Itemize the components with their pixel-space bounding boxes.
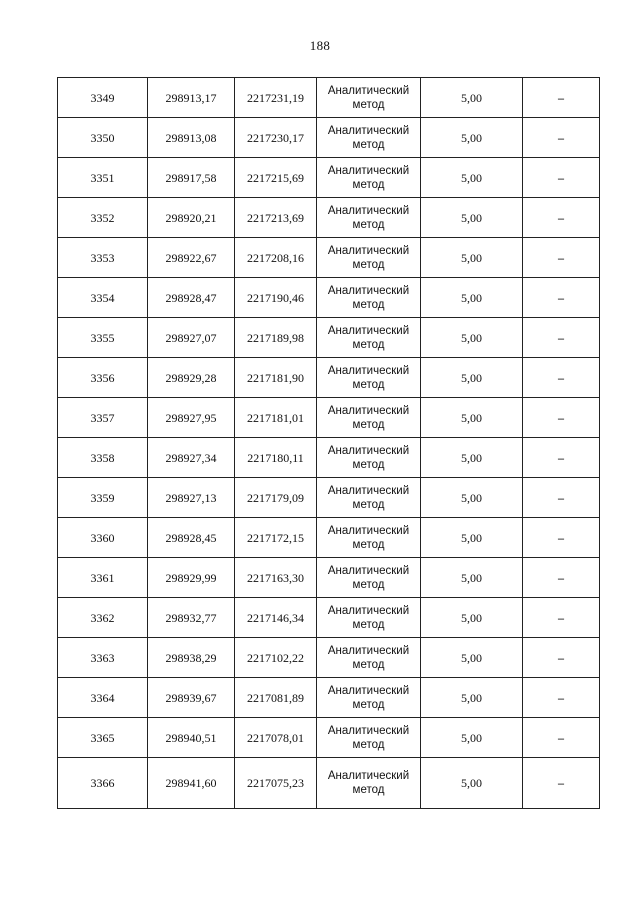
precision-cell: 5,00 (421, 718, 523, 758)
precision-cell: 5,00 (421, 478, 523, 518)
method-line-2: метод (352, 458, 385, 471)
note-cell: – (523, 158, 600, 198)
x-coordinate-cell: 298913,17 (148, 78, 235, 118)
y-coordinate-cell: 2217213,69 (235, 198, 317, 238)
note-cell: – (523, 78, 600, 118)
method-cell (317, 438, 421, 478)
point-id-cell: 3366 (58, 758, 148, 809)
precision-cell: 5,00 (421, 78, 523, 118)
y-coordinate-cell: 2217181,90 (235, 358, 317, 398)
precision-cell: 5,00 (421, 438, 523, 478)
y-coordinate-cell: 2217146,34 (235, 598, 317, 638)
note-cell: – (523, 198, 600, 238)
table-row (58, 558, 600, 598)
point-id-cell: 3363 (58, 638, 148, 678)
method-line-2: метод (352, 258, 385, 271)
method-line-2: метод (352, 498, 385, 511)
method-cell (317, 318, 421, 358)
method-cell (317, 478, 421, 518)
precision-cell: 5,00 (421, 518, 523, 558)
method-line-2: метод (352, 418, 385, 431)
y-coordinate-cell: 2217179,09 (235, 478, 317, 518)
method-cell (317, 158, 421, 198)
method-line-1: Аналитический (327, 564, 410, 577)
point-id-cell: 3351 (58, 158, 148, 198)
x-coordinate-cell: 298941,60 (148, 758, 235, 809)
point-id-cell: 3365 (58, 718, 148, 758)
x-coordinate-cell: 298940,51 (148, 718, 235, 758)
table-row (58, 638, 600, 678)
method-cell (317, 598, 421, 638)
note-cell: – (523, 758, 600, 809)
method-cell (317, 558, 421, 598)
note-cell: – (523, 398, 600, 438)
table-row (58, 398, 600, 438)
point-id-cell: 3358 (58, 438, 148, 478)
method-line-1: Аналитический (327, 324, 410, 337)
method-line-2: метод (352, 178, 385, 191)
table-row (58, 278, 600, 318)
method-cell (317, 518, 421, 558)
method-line-1: Аналитический (327, 284, 410, 297)
point-id-cell: 3350 (58, 118, 148, 158)
table-row (58, 478, 600, 518)
precision-cell: 5,00 (421, 358, 523, 398)
y-coordinate-cell: 2217215,69 (235, 158, 317, 198)
precision-cell: 5,00 (421, 158, 523, 198)
method-line-1: Аналитический (327, 684, 410, 697)
precision-cell: 5,00 (421, 198, 523, 238)
x-coordinate-cell: 298917,58 (148, 158, 235, 198)
method-line-1: Аналитический (327, 484, 410, 497)
method-cell (317, 638, 421, 678)
y-coordinate-cell: 2217102,22 (235, 638, 317, 678)
table-row (58, 718, 600, 758)
method-line-2: метод (352, 138, 385, 151)
x-coordinate-cell: 298922,67 (148, 238, 235, 278)
table-row (58, 318, 600, 358)
method-line-1: Аналитический (327, 124, 410, 137)
precision-cell: 5,00 (421, 278, 523, 318)
method-line-2: метод (352, 738, 385, 751)
y-coordinate-cell: 2217230,17 (235, 118, 317, 158)
x-coordinate-cell: 298920,21 (148, 198, 235, 238)
coordinates-table (57, 77, 600, 809)
precision-cell: 5,00 (421, 638, 523, 678)
method-line-2: метод (352, 98, 385, 111)
point-id-cell: 3360 (58, 518, 148, 558)
method-line-2: метод (352, 338, 385, 351)
table-row (58, 358, 600, 398)
method-line-2: метод (352, 618, 385, 631)
method-cell (317, 78, 421, 118)
table-row (58, 198, 600, 238)
y-coordinate-cell: 2217081,89 (235, 678, 317, 718)
precision-cell: 5,00 (421, 678, 523, 718)
method-cell (317, 278, 421, 318)
method-line-1: Аналитический (327, 204, 410, 217)
table-row (58, 438, 600, 478)
table-row (58, 758, 600, 809)
method-cell (317, 758, 421, 809)
y-coordinate-cell: 2217181,01 (235, 398, 317, 438)
note-cell: – (523, 318, 600, 358)
note-cell: – (523, 478, 600, 518)
method-line-1: Аналитический (327, 444, 410, 457)
precision-cell: 5,00 (421, 758, 523, 809)
precision-cell: 5,00 (421, 118, 523, 158)
x-coordinate-cell: 298938,29 (148, 638, 235, 678)
point-id-cell: 3362 (58, 598, 148, 638)
note-cell: – (523, 438, 600, 478)
method-line-2: метод (352, 698, 385, 711)
precision-cell: 5,00 (421, 558, 523, 598)
precision-cell: 5,00 (421, 318, 523, 358)
x-coordinate-cell: 298913,08 (148, 118, 235, 158)
table-row (58, 238, 600, 278)
table-row (58, 118, 600, 158)
method-line-1: Аналитический (327, 164, 410, 177)
y-coordinate-cell: 2217208,16 (235, 238, 317, 278)
x-coordinate-cell: 298932,77 (148, 598, 235, 638)
table-row (58, 158, 600, 198)
point-id-cell: 3356 (58, 358, 148, 398)
method-line-2: метод (352, 378, 385, 391)
x-coordinate-cell: 298929,28 (148, 358, 235, 398)
method-line-1: Аналитический (327, 364, 410, 377)
note-cell: – (523, 678, 600, 718)
x-coordinate-cell: 298929,99 (148, 558, 235, 598)
note-cell: – (523, 718, 600, 758)
method-line-2: метод (352, 784, 385, 796)
method-line-1: Аналитический (327, 244, 410, 257)
table-row (58, 678, 600, 718)
method-line-1: Аналитический (327, 644, 410, 657)
x-coordinate-cell: 298939,67 (148, 678, 235, 718)
method-line-2: метод (352, 658, 385, 671)
y-coordinate-cell: 2217075,23 (235, 758, 317, 809)
x-coordinate-cell: 298928,47 (148, 278, 235, 318)
method-cell (317, 718, 421, 758)
table-row (58, 518, 600, 558)
x-coordinate-cell: 298927,34 (148, 438, 235, 478)
point-id-cell: 3357 (58, 398, 148, 438)
method-line-1: Аналитический (327, 604, 410, 617)
point-id-cell: 3349 (58, 78, 148, 118)
method-line-1: Аналитический (327, 84, 410, 97)
method-cell (317, 358, 421, 398)
method-cell (317, 198, 421, 238)
page-number: 188 (309, 38, 331, 53)
point-id-cell: 3364 (58, 678, 148, 718)
point-id-cell: 3352 (58, 198, 148, 238)
note-cell: – (523, 558, 600, 598)
method-cell (317, 678, 421, 718)
y-coordinate-cell: 2217078,01 (235, 718, 317, 758)
note-cell: – (523, 118, 600, 158)
x-coordinate-cell: 298927,13 (148, 478, 235, 518)
method-line-1: Аналитический (327, 724, 410, 737)
method-line-2: метод (352, 538, 385, 551)
method-cell (317, 118, 421, 158)
y-coordinate-cell: 2217172,15 (235, 518, 317, 558)
table-body (58, 78, 600, 809)
note-cell: – (523, 638, 600, 678)
y-coordinate-cell: 2217163,30 (235, 558, 317, 598)
method-cell (317, 238, 421, 278)
point-id-cell: 3355 (58, 318, 148, 358)
precision-cell: 5,00 (421, 398, 523, 438)
note-cell: – (523, 278, 600, 318)
x-coordinate-cell: 298928,45 (148, 518, 235, 558)
method-line-1: Аналитический (327, 524, 410, 537)
table-row (58, 598, 600, 638)
method-line-2: метод (352, 298, 385, 311)
note-cell: – (523, 598, 600, 638)
note-cell: – (523, 238, 600, 278)
method-cell (317, 398, 421, 438)
method-line-2: метод (352, 578, 385, 591)
y-coordinate-cell: 2217190,46 (235, 278, 317, 318)
point-id-cell: 3353 (58, 238, 148, 278)
y-coordinate-cell: 2217180,11 (235, 438, 317, 478)
y-coordinate-cell: 2217189,98 (235, 318, 317, 358)
point-id-cell: 3354 (58, 278, 148, 318)
note-cell: – (523, 518, 600, 558)
point-id-cell: 3361 (58, 558, 148, 598)
note-cell: – (523, 358, 600, 398)
method-line-1: Аналитический (327, 770, 410, 782)
precision-cell: 5,00 (421, 598, 523, 638)
x-coordinate-cell: 298927,95 (148, 398, 235, 438)
method-line-1: Аналитический (327, 404, 410, 417)
y-coordinate-cell: 2217231,19 (235, 78, 317, 118)
point-id-cell: 3359 (58, 478, 148, 518)
precision-cell: 5,00 (421, 238, 523, 278)
method-line-2: метод (352, 218, 385, 231)
table-row (58, 78, 600, 118)
x-coordinate-cell: 298927,07 (148, 318, 235, 358)
